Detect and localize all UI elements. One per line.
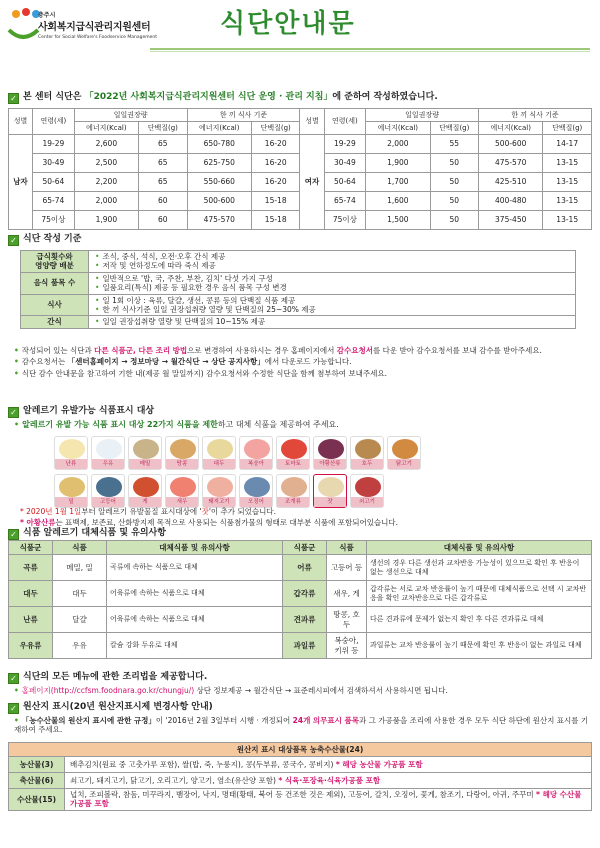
th-daily: 일일권장량: [74, 109, 187, 122]
cell: 고등어 등: [327, 555, 367, 581]
substitute-table: 식품군 식품 대체식품 및 유의사항 식품군 식품 대체식품 및 유의사항 곡류 메밀, 밀 곡류에 속하는 식품으로 대체 어류 고등어 등 생선의 경우 다른 생선과 교차반응 가능성이 있으므로 확인 후 반응이 없는 생선으로 대체 대두 대두 어육류에 속하는 식품으로 대체 갑각류 새우, 게 갑각류는 서로 교차 반응률이 높기 때문에 대체식품으로 선택 시 교차반응을 확인 교차반응으로 다른 갑각류로 난류 달걀 어육류에 속하는 식품으로 대체 견과류 땅콩, 호두 다른 견과류에 문제가 없는지 확인 후 다른 견과류로 대체 우유류 우유 칼슘 강화 두유로 대체 과일류 복숭아, 키위 등 과일류는 교차 반응률이 높기 때문에 확인 후 반응이 없는 과일로 대체: [8, 540, 592, 659]
criteria-row: [21, 294, 576, 316]
allergen-label: 우유: [92, 459, 124, 469]
allergen-label: 쇠고기: [351, 497, 383, 507]
cell: 550-660: [187, 173, 251, 192]
food-image-icon: [59, 439, 85, 459]
cell: 복숭아, 키위 등: [327, 633, 367, 659]
allergen-label: 호두: [351, 459, 383, 469]
allergen-item: [54, 474, 88, 508]
sex-male: 남자: [9, 135, 33, 230]
cell: 65: [139, 154, 188, 173]
checkbox-icon: ✓: [8, 703, 19, 714]
cell: 60: [139, 211, 188, 230]
nutrition-row: [9, 135, 592, 154]
cell: 1,700: [366, 173, 430, 192]
cell: 2,200: [74, 173, 138, 192]
allergen-item: [202, 436, 236, 470]
cell: 갑각류는 서로 교차 반응률이 높기 때문에 대체식품으로 선택 시 교차반응을 확인 교차반응으로 다른 갑각류로: [367, 581, 592, 607]
cell: 1,500: [366, 211, 430, 230]
criteria-key: 급식횟수와 영양량 배분: [21, 251, 89, 273]
cell: 50-64: [33, 173, 75, 192]
origin-items: 쇠고기, 돼지고기, 닭고기, 오리고기, 양고기, 염소(유산양 포함) * 식육·포장육·식육가공품 포함: [65, 773, 592, 789]
cell: 75이상: [33, 211, 75, 230]
allergen-item: [350, 474, 384, 508]
cell: 50: [430, 154, 479, 173]
allergen-item: [239, 474, 273, 508]
criteria-key: 음식 품목 수: [21, 272, 89, 294]
allergen-item: [313, 474, 347, 508]
origin-table: [8, 742, 592, 811]
criteria-value: • 조식, 중식, 석식, 오전·오후 간식 제공 • 저작 및 연하정도에 따라 죽식 제공: [89, 251, 576, 273]
cell: 생선의 경우 다른 생선과 교차반응 가능성이 있으므로 확인 후 반응이 없는 생선으로 대체: [367, 555, 592, 581]
origin-row: [9, 789, 592, 811]
allergen-item: [313, 436, 347, 470]
allergen-item: [239, 436, 273, 470]
cell: 50: [430, 173, 479, 192]
criteria-value: • 일일 권장섭취량 열량 및 단백질의 10~15% 제공: [89, 316, 576, 328]
cell: 475-570: [479, 154, 543, 173]
food-image-icon: [133, 477, 159, 497]
food-group: 견과류: [283, 607, 327, 633]
allergen-note-sulfite: * 아황산류는 표백제, 보존료, 산화방지제 목적으로 사용되는 식품첨가물의 형태로 대부분 식품에 포함되어있습니다.: [20, 518, 399, 527]
cell: 65: [139, 173, 188, 192]
allergen-label: 게: [129, 497, 161, 507]
allergen-item: [54, 436, 88, 470]
food-group: 어류: [283, 555, 327, 581]
allergen-label: 닭고기: [388, 459, 420, 469]
allergen-label: 고등어: [92, 497, 124, 507]
cell: 30-49: [33, 154, 75, 173]
cell: 2,000: [366, 135, 430, 154]
allergen-label: 잣: [314, 497, 346, 507]
cell: 우유: [53, 633, 107, 659]
allergen-item: [128, 474, 162, 508]
cell: 425-510: [479, 173, 543, 192]
section-recipe-heading: ✓ 식단의 모든 메뉴에 관한 조리법을 제공합니다.: [8, 672, 207, 684]
food-image-icon: [355, 439, 381, 459]
food-image-icon: [355, 477, 381, 497]
cell: 55: [430, 135, 479, 154]
food-image-icon: [96, 439, 122, 459]
checkbox-icon: ✓: [8, 407, 19, 418]
food-image-icon: [281, 439, 307, 459]
allergen-note-pine: * 2020년 1월 1일부터 알레르기 유발물질 표시대상에 '잣'이 추가 되었습니다.: [20, 507, 276, 516]
title-rule-thin: [150, 51, 590, 52]
allergen-item: [350, 436, 384, 470]
origin-group: 수산물(15): [9, 789, 65, 811]
cell: 1,900: [366, 154, 430, 173]
cell: 달걀: [53, 607, 107, 633]
cell: 625-750: [187, 154, 251, 173]
substitute-row: [9, 555, 592, 581]
cell: 16-20: [251, 154, 300, 173]
allergen-label: 복숭아: [240, 459, 272, 469]
cell: 15-18: [251, 192, 300, 211]
food-image-icon: [281, 477, 307, 497]
cell: 13-15: [543, 173, 592, 192]
food-group: 곡류: [9, 555, 53, 581]
food-image-icon: [392, 439, 418, 459]
cell: 65-74: [33, 192, 75, 211]
food-group: 과일류: [283, 633, 327, 659]
th-age: 연령(세): [33, 109, 75, 135]
origin-row: [9, 757, 592, 773]
food-image-icon: [207, 439, 233, 459]
cell: 65: [139, 135, 188, 154]
allergen-label: 돼지고기: [203, 497, 235, 507]
allergen-label: 대두: [203, 459, 235, 469]
origin-group: 축산물(6): [9, 773, 65, 789]
allergen-label: 난류: [55, 459, 87, 469]
origin-note: • 「농수산물의 원산지 표시에 관한 규정」이 '2016년 2월 3일부터 시행 · 개정되어 24개 의무표시 품목과 그 가공품을 조리에 사용한 경우 모두 식단 하단에 원산지 표시를 기재하여 주세요.: [14, 716, 589, 735]
cell: 13-15: [543, 192, 592, 211]
section-menu-criteria-heading: ✓ 식단 작성 기준: [8, 234, 81, 246]
criteria-value: • 일반적으로 '밥, 국, 주찬, 부찬, 김치' 다섯 가지 구성 • 일품요리(특식) 제공 등 필요한 경우 음식 품목 구성 변경: [89, 272, 576, 294]
section-allergen-heading: ✓ 알레르기 유발가능 식품표시 대상: [8, 406, 154, 418]
cell: 60: [139, 192, 188, 211]
cell: 30-49: [324, 154, 366, 173]
checkbox-icon: ✓: [8, 93, 19, 104]
cell: 칼슘 강화 두유로 대체: [107, 633, 283, 659]
cell: 50: [430, 211, 479, 230]
cell: 13-15: [543, 154, 592, 173]
allergen-label: 밀: [55, 497, 87, 507]
cell: 400-480: [479, 192, 543, 211]
section-origin-heading: ✓ 원산지 표시(20년 원산지표시제 변경사항 안내): [8, 702, 213, 714]
cell: 대두: [53, 581, 107, 607]
org-name-en: Center for Social Welfare's Foodservice Management: [38, 35, 158, 40]
cell: 메밀, 밀: [53, 555, 107, 581]
food-image-icon: [318, 477, 344, 497]
food-group: 난류: [9, 607, 53, 633]
allergen-item: [91, 436, 125, 470]
origin-row: [9, 773, 592, 789]
criteria-value: • 일 1회 이상 : 육류, 달걀, 생선, 콩류 등의 단백질 식품 제공 • 한 끼 식사기준 일일 권장섭취량 열량 및 단백질의 25~30% 제공: [89, 294, 576, 316]
note-deadline: • 식단 감수 안내문을 참고하여 기한 내(제공 월 말일까지) 감수요청서와 수정한 식단을 함께 첨부하여 보내주세요.: [14, 368, 388, 378]
allergen-item: [128, 436, 162, 470]
section-substitute-heading: ✓ 식품 알레르기 대체식품 및 유의사항: [8, 528, 166, 540]
cell: 2,600: [74, 135, 138, 154]
checkbox-icon: ✓: [8, 529, 19, 540]
allergen-label: 오징어: [240, 497, 272, 507]
origin-group: 농산물(3): [9, 757, 65, 773]
cell: 다른 견과류에 문제가 없는지 확인 후 다른 견과류로 대체: [367, 607, 592, 633]
cell: 2,500: [74, 154, 138, 173]
section-standard-heading: ✓ 본 센터 식단은 「2022년 사회복지급식관리지원센터 식단 운영 · 관리 지침」에 준하여 작성하였습니다.: [8, 92, 438, 104]
title-rule: [150, 48, 590, 50]
cell: 1,600: [366, 192, 430, 211]
cell: 땅콩, 호두: [327, 607, 367, 633]
allergen-label: 아황산류: [314, 459, 346, 469]
th-sex-2: 성별: [300, 109, 324, 135]
checkbox-icon: ✓: [8, 673, 19, 684]
cell: 375-450: [479, 211, 543, 230]
allergen-label: 새우: [166, 497, 198, 507]
food-image-icon: [318, 439, 344, 459]
cell: 475-570: [187, 211, 251, 230]
menu-criteria-table: [20, 250, 576, 329]
substitute-row: [9, 633, 592, 659]
cell: 500-600: [187, 192, 251, 211]
criteria-row: [21, 272, 576, 294]
cell: 50-64: [324, 173, 366, 192]
th-sex: 성별: [9, 109, 33, 135]
page-header: [0, 0, 600, 80]
cell: 1,900: [74, 211, 138, 230]
food-image-icon: [170, 477, 196, 497]
cell: 14-17: [543, 135, 592, 154]
nutrition-table: 성별 연령(세) 일일권장량 한 끼 식사 기준 성별 연령(세) 일일권장량 한 끼 식사 기준 에너지(Kcal) 단백질(g) 에너지(Kcal) 단백질(g) 에너지(Kcal) 단백질(g) 에너지(Kcal) 단백질(g) 남자 19-29 2,600 65 650-780 16-20 여자 19-29 2,000 55 500-600 14-17 30-49 2,500 65 625-750 16-20 30-49 1,900 50 475-570 13-15 50-64 2,200 65 550-660 16-20 50-64 1,700 50 425-510 13-15 65-74 2,000 60 500-600 15-18 65-74 1,600 50 400-480 13-15 75이상 1,900 60 475-570 15-18 75이상 1,500 50 375-450 13-15: [8, 108, 592, 230]
th-daily-2: 일일권장량: [366, 109, 479, 122]
note-review-request: • 작성되어 있는 식단과 다른 식품군, 다른 조리 방법으로 변경하여 사용하시는 경우 홈페이지에서 감수요청서를 다운 받아 감수요청서를 보내 감수를 받아주세요.: [14, 346, 542, 355]
note-download: • 감수요청서는 「센터홈페이지 → 정보마당 → 월간식단 → 상단 공지사항」에서 다운로드 가능합니다.: [14, 357, 352, 367]
food-group: 갑각류: [283, 581, 327, 607]
substitute-row: [9, 581, 592, 607]
cell: 13-15: [543, 211, 592, 230]
recipe-note: • 홈페이지(http://ccfsm.foodnara.go.kr/chungju/) 상단 정보제공 → 월간식단 → 표준레시피에서 검색하셔서 사용하시면 됩니다.: [14, 686, 448, 695]
cell: 2,000: [74, 192, 138, 211]
cell: 500-600: [479, 135, 543, 154]
cell: 75이상: [324, 211, 366, 230]
allergen-item: [202, 474, 236, 508]
cell: 새우, 게: [327, 581, 367, 607]
org-name: 사회복지급식관리지원센터: [38, 22, 151, 33]
criteria-row: [21, 251, 576, 273]
sex-female: 여자: [300, 135, 324, 230]
allergen-item: [91, 474, 125, 508]
criteria-key: 간식: [21, 316, 89, 328]
allergen-item: [165, 436, 199, 470]
cell: 과일류는 교차 반응률이 높기 때문에 확인 후 반응이 없는 과일로 대체: [367, 633, 592, 659]
th-meal: 한 끼 식사 기준: [187, 109, 300, 122]
th-age-2: 연령(세): [324, 109, 366, 135]
allergen-label: 메밀: [129, 459, 161, 469]
food-image-icon: [59, 477, 85, 497]
allergen-item: [387, 436, 421, 470]
allergen-grid: [54, 436, 542, 512]
criteria-notes: [14, 346, 590, 380]
cell: 16-20: [251, 173, 300, 192]
criteria-key: 식사: [21, 294, 89, 316]
allergen-item: [276, 474, 310, 508]
allergen-label: 토마토: [277, 459, 309, 469]
origin-table-title: 원산지 표시 대상품목 농축수산물(24): [9, 743, 592, 757]
allergen-label: 조개류: [277, 497, 309, 507]
cell: 곡류에 속하는 식품으로 대체: [107, 555, 283, 581]
food-image-icon: [244, 439, 270, 459]
food-group: 대두: [9, 581, 53, 607]
allergen-subtitle: • 알레르기 유발 가능 식품 표시 대상 22가지 식품을 제한하고 대체 식품을 제공하여 주세요.: [14, 420, 339, 429]
cell: 15-18: [251, 211, 300, 230]
origin-items: 넙치, 조피볼락, 참돔, 미꾸라지, 뱀장어, 낙지, 명태(황태, 북어 등 건조한 것은 제외), 고등어, 갈치, 오징어, 꽃게, 참조기, 다랑어, 아귀, 주꾸미 * 해당 수산물 가공품 포함: [65, 789, 592, 811]
substitute-row: [9, 607, 592, 633]
cell: 어육류에 속하는 식품으로 대체: [107, 607, 283, 633]
food-image-icon: [96, 477, 122, 497]
origin-items: 배추김치(원료 중 고춧가루 포함), 쌀(밥, 죽, 누룽지), 콩(두부류, 콩국수, 콩비지) * 해당 농산물 가공품 포함: [65, 757, 592, 773]
cell: 50: [430, 192, 479, 211]
food-image-icon: [244, 477, 270, 497]
org-city: 충주시: [38, 12, 56, 19]
criteria-row: [21, 316, 576, 328]
th-meal-2: 한 끼 식사 기준: [479, 109, 592, 122]
cell: 650-780: [187, 135, 251, 154]
allergen-label: 땅콩: [166, 459, 198, 469]
food-group: 우유류: [9, 633, 53, 659]
cell: 19-29: [324, 135, 366, 154]
cell: 어육류에 속하는 식품으로 대체: [107, 581, 283, 607]
food-image-icon: [170, 439, 196, 459]
checkbox-icon: ✓: [8, 235, 19, 246]
food-image-icon: [207, 477, 233, 497]
cell: 19-29: [33, 135, 75, 154]
cell: 16-20: [251, 135, 300, 154]
food-image-icon: [133, 439, 159, 459]
homepage-link[interactable]: 홈페이지(http://ccfsm.foodnara.go.kr/chungju/): [21, 686, 195, 695]
allergen-item: [165, 474, 199, 508]
cell: 65-74: [324, 192, 366, 211]
page-title: 식단안내문: [220, 9, 356, 39]
allergen-item: [276, 436, 310, 470]
